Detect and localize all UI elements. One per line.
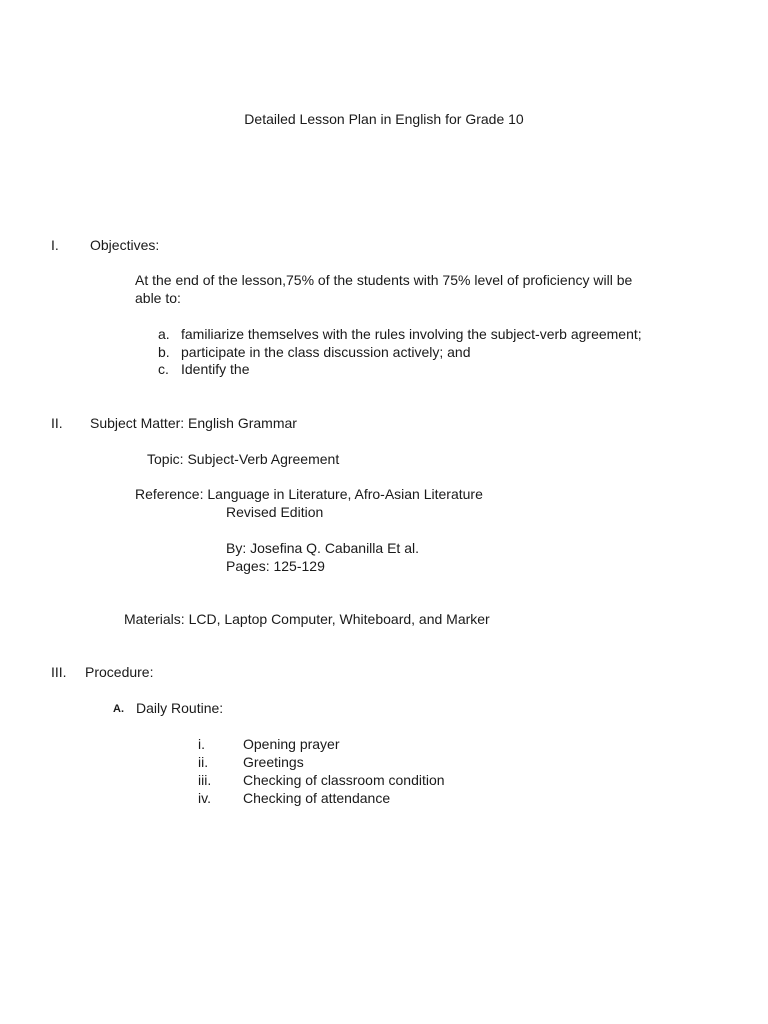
objectives-heading: Objectives:	[90, 237, 160, 253]
reference-line-1: Reference: Language in Literature, Afro-Asian Literature	[135, 486, 483, 502]
routine-item-marker: iv.	[198, 790, 211, 806]
topic-line: Topic: Subject-Verb Agreement	[147, 451, 340, 467]
pages-line: Pages: 125-129	[226, 558, 325, 574]
daily-routine-heading: Daily Routine:	[136, 700, 224, 716]
routine-item-marker: iii.	[198, 772, 212, 788]
routine-item-text: Opening prayer	[243, 736, 340, 752]
subject-matter-heading: Subject Matter: English Grammar	[90, 415, 297, 431]
materials-line: Materials: LCD, Laptop Computer, Whiteboard, and Marker	[124, 611, 490, 627]
author-line: By: Josefina Q. Cabanilla Et al.	[226, 540, 419, 556]
objective-item-text: familiarize themselves with the rules involving the subject-verb agreement;	[181, 326, 642, 342]
section-numeral-objectives: I.	[51, 237, 59, 253]
procedure-heading: Procedure:	[85, 664, 154, 680]
section-numeral-procedure: III.	[51, 664, 67, 680]
routine-item-marker: i.	[198, 736, 205, 752]
objective-item-text: Identify the	[181, 361, 250, 377]
objective-item-marker: a.	[158, 326, 170, 342]
objective-item-text: participate in the class discussion actively; and	[181, 344, 471, 360]
routine-item-text: Greetings	[243, 754, 304, 770]
section-numeral-subject-matter: II.	[51, 415, 63, 431]
routine-item-text: Checking of attendance	[243, 790, 391, 806]
document-title: Detailed Lesson Plan in English for Grade 10	[244, 111, 524, 127]
routine-item-text: Checking of classroom condition	[243, 772, 445, 788]
objectives-intro-line-1: At the end of the lesson,75% of the students with 75% level of proficiency will be	[135, 272, 633, 288]
objectives-intro-line-2: able to:	[135, 290, 181, 306]
procedure-sub-marker: A.	[113, 703, 124, 715]
objective-item-marker: b.	[158, 344, 170, 360]
objective-item-marker: c.	[158, 361, 169, 377]
reference-line-2: Revised Edition	[226, 504, 324, 520]
routine-item-marker: ii.	[198, 754, 209, 770]
